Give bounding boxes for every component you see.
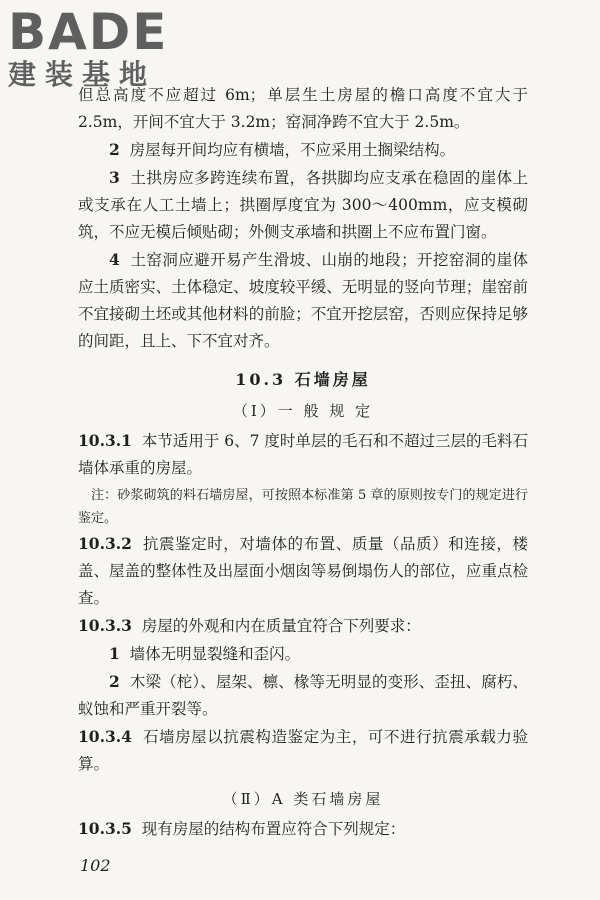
clause: 10.3.5 现有房屋的结构布置应符合下列规定： xyxy=(78,819,406,838)
list-item: 2 木梁（柁）、屋架、檩、椽等无明显的变形、歪扭、腐朽、蚁蚀和严重开裂等。 xyxy=(78,672,528,718)
note: 注：砂浆砌筑的料石墙房屋，可按照本标准第 5 章的原则按专门的规定进行鉴定。 xyxy=(78,488,528,526)
clause: 10.3.2 抗震鉴定时，对墙体的布置、质量（品质）和连接，楼盖、屋盖的整体性及出屋面小烟囱等易倒塌伤人的部位，应重点检查。 xyxy=(78,534,528,607)
clause: 10.3.1 本节适用于 6、7 度时单层的毛石和不超过三层的毛料石墙体承重的房屋。 xyxy=(78,431,528,477)
paragraph-continued: 但总高度不应超过 6m；单层生土房屋的檐口高度不宜大于 2.5m，开间不宜大于 3.2m；窑洞净跨不宜大于 2.5m。 xyxy=(78,86,528,131)
list-item: 2 房屋每开间均应有横墙，不应采用土搁梁结构。 xyxy=(109,140,456,159)
subheading-general: （Ⅰ）一 般 规 定 xyxy=(232,402,374,420)
list-item: 3 土拱房应多跨连续布置，各拱脚均应支承在稳固的崖体上或支承在人工土墙上；拱圈厚度宜为 300～400mm，应支模砌筑，不应无模后倾贴砌；外侧支承墙和拱圈上不应布置门窗。 xyxy=(78,168,528,241)
logo-subtitle: 建装基地 xyxy=(8,58,157,91)
page-content xyxy=(78,82,528,843)
logo xyxy=(8,3,169,91)
page-number: 102 xyxy=(80,856,111,875)
clause: 10.3.4 石墙房屋以抗震构造鉴定为主，可不进行抗震承载力验算。 xyxy=(78,727,528,773)
logo-wordmark: BADE xyxy=(8,3,169,61)
section-title: 10.3 石墙房屋 xyxy=(235,370,371,389)
subheading-class-a: （Ⅱ）A 类石墙房屋 xyxy=(222,790,384,808)
clause: 10.3.3 房屋的外观和内在质量宜符合下列要求： xyxy=(78,616,421,635)
list-item: 1 墙体无明显裂缝和歪闪。 xyxy=(109,644,301,663)
list-item: 4 土窑洞应避开易产生滑坡、山崩的地段；开挖窑洞的崖体应土质密实、土体稳定、坡度较平缓、无明显的竖向节理；崖窑前不宜接砌土坯或其他材料的前脸；不宜开挖层窑，否则应保持足够的间距，且上、下不宜对齐。 xyxy=(78,250,528,350)
